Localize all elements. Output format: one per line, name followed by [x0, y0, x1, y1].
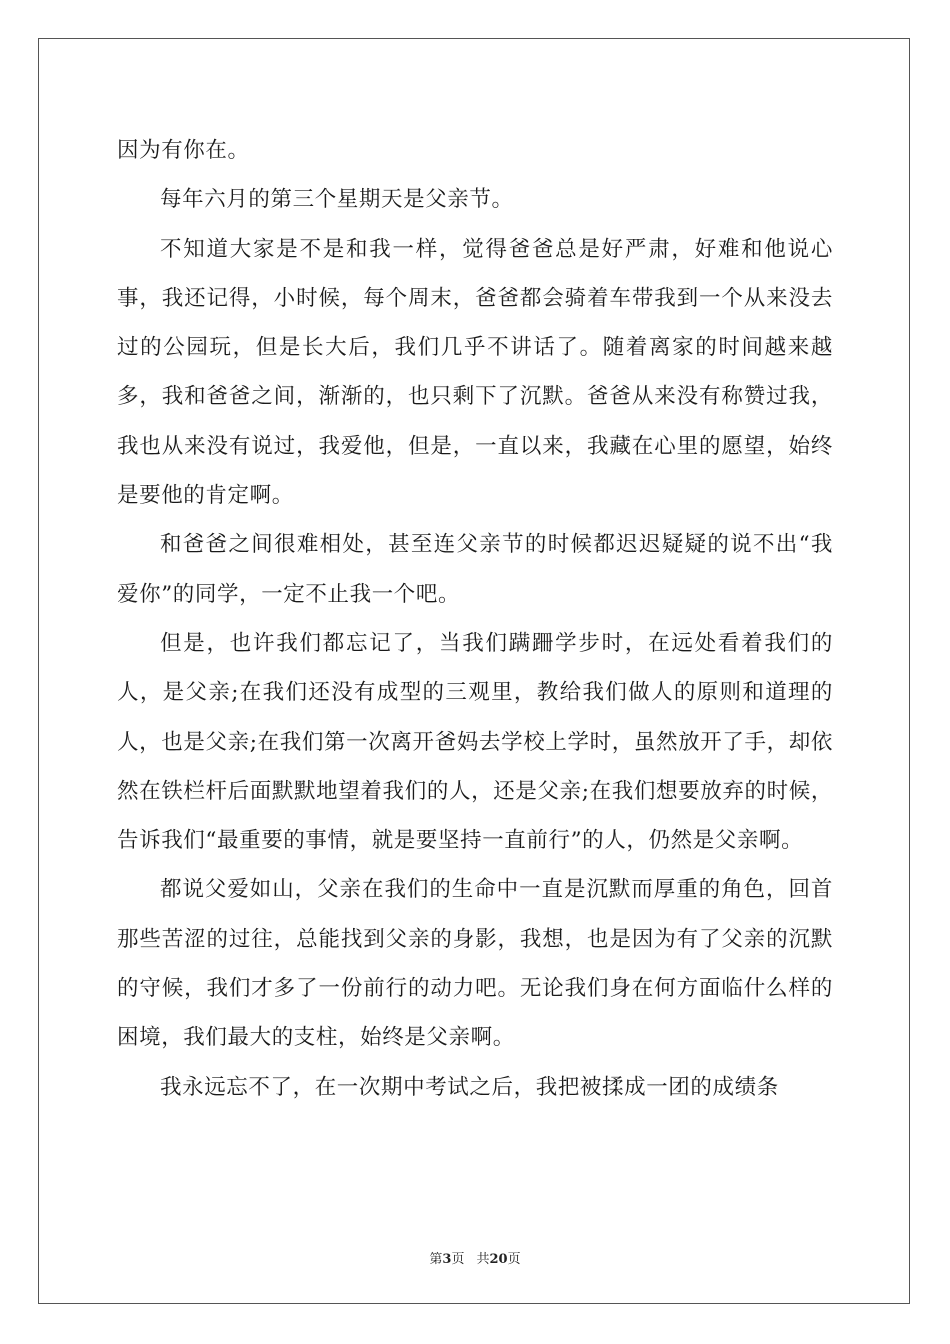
total-prefix: 共: [476, 1252, 490, 1267]
paragraph: 因为有你在。: [117, 138, 250, 163]
paragraph: 我永远忘不了，在一次期中考试之后，我把被揉成一团的成绩条: [160, 1074, 779, 1100]
page-prefix: 第: [429, 1252, 443, 1267]
paragraph: 但是，也许我们都忘记了，当我们蹒跚学步时，在远处看着我们的人，是父亲;在我们还没有成型的三观里，教给我们做人的原则和道理的人，也是父亲;在我们第一次离开爸妈去学校上学时，虽然放开了手，却依然在铁栏杆后面默默地望着我们的人，还是父亲;在我们想要放弃的时候，告诉我们“最重要的事情，就是要坚持一直前行”的人，仍然是父亲啊。: [117, 630, 833, 854]
page-suffix: 页: [451, 1252, 465, 1267]
page-footer: [0, 1248, 950, 1267]
paragraph: 都说父爱如山，父亲在我们的生命中一直是沉默而厚重的角色，回首那些苦涩的过往，总能找到父亲的身影，我想，也是因为有了父亲的沉默的守候，我们才多了一份前行的动力吧。无论我们身在何方面临什么样的困境，我们最大的支柱，始终是父亲啊。: [117, 877, 833, 1051]
page-number: 3: [442, 1252, 452, 1267]
total-pages: 20: [489, 1252, 508, 1267]
total-suffix: 页: [507, 1252, 521, 1267]
paragraph: 每年六月的第三个星期天是父亲节。: [160, 187, 514, 213]
paragraph: 不知道大家是不是和我一样，觉得爸爸总是好严肃，好难和他说心事，我还记得，小时候，每个周末，爸爸都会骑着车带我到一个从来没去过的公园玩，但是长大后，我们几乎不讲话了。随着离家的时间越来越多，我和爸爸之间，渐渐的，也只剩下了沉默。爸爸从来没有称赞过我，我也从来没有说过，我爱他，但是，一直以来，我藏在心里的愿望，始终是要他的肯定啊。: [117, 236, 833, 509]
document-body: [117, 126, 833, 1112]
paragraph: 和爸爸之间很难相处，甚至连父亲节的时候都迟迟疑疑的说不出“我爱你”的同学，一定不止我一个吧。: [117, 532, 833, 607]
